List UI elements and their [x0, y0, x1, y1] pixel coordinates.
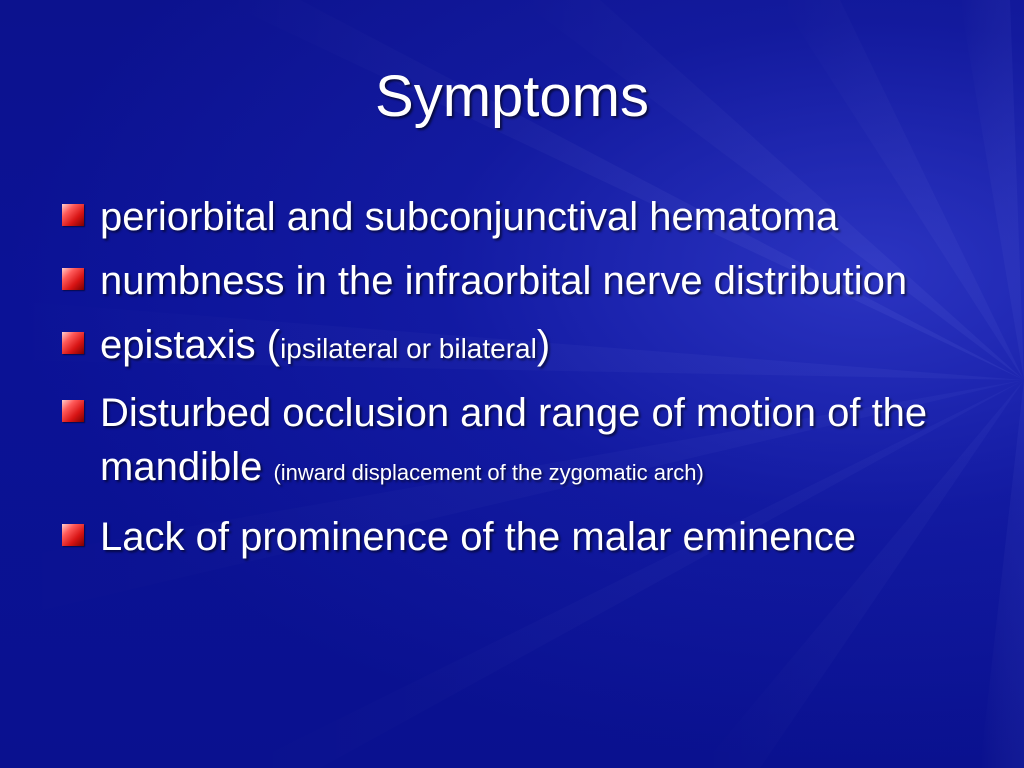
bullet-item — [62, 190, 982, 244]
bullet-text: Disturbed occlusion and range of motion of the mandible — [100, 391, 928, 489]
red-square-bullet-icon — [62, 268, 84, 290]
bullet-subtext: (inward displacement of the zygomatic arch) — [273, 460, 704, 485]
bullet-item — [62, 386, 982, 500]
bullet-text: periorbital and subconjunctival hematoma — [100, 195, 839, 239]
bullet-text: Lack of prominence of the malar eminence — [100, 515, 856, 559]
slide-title: Symptoms — [375, 64, 649, 129]
bullet-text: numbness in the infraorbital nerve distribution — [100, 259, 908, 303]
bullet-list — [62, 190, 982, 574]
bullet-item — [62, 318, 982, 376]
bullet-item — [62, 254, 982, 308]
red-square-bullet-icon — [62, 332, 84, 354]
red-square-bullet-icon — [62, 524, 84, 546]
bullet-text: epistaxis ( — [100, 323, 281, 367]
bullet-text-end: ) — [536, 323, 551, 367]
red-square-bullet-icon — [62, 400, 84, 422]
bullet-subtext: ipsilateral or bilateral — [280, 333, 537, 364]
bullet-item — [62, 510, 982, 564]
red-square-bullet-icon — [62, 204, 84, 226]
